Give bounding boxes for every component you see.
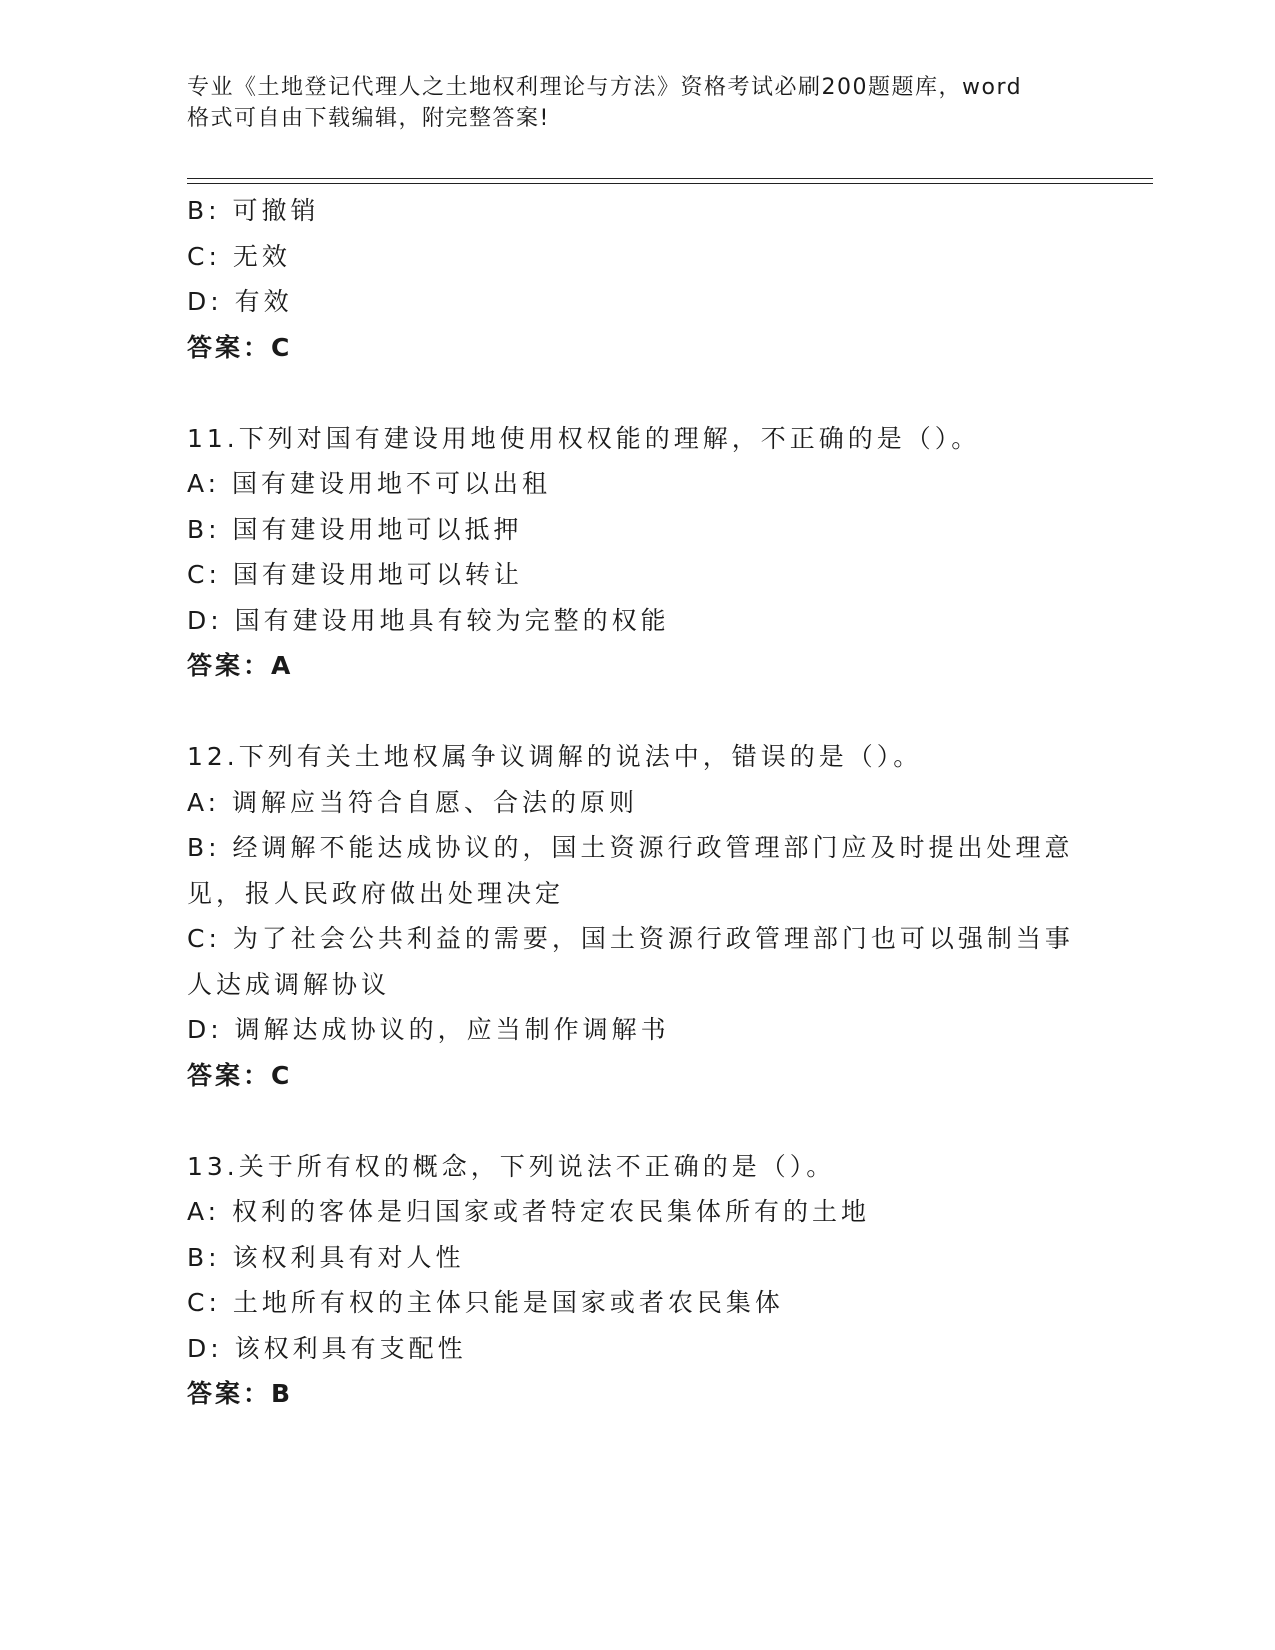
header-divider-top bbox=[187, 178, 1153, 179]
answer-line: 答案：A bbox=[187, 651, 294, 680]
option-c: C: 无效 bbox=[187, 241, 291, 271]
option-d: D: 有效 bbox=[187, 287, 293, 316]
spacer bbox=[187, 689, 1087, 735]
option-c: C: 国有建设用地可以转让 bbox=[187, 560, 523, 589]
question-stem: 13.关于所有权的概念，下列说法不正确的是（）。 bbox=[187, 1151, 836, 1181]
option-a: A: 权利的客体是归国家或者特定农民集体所有的土地 bbox=[187, 1197, 871, 1226]
option-a: A: 调解应当符合自愿、合法的原则 bbox=[187, 787, 639, 817]
option-c: C: 土地所有权的主体只能是国家或者农民集体 bbox=[187, 1288, 784, 1317]
option-c: C: 为了社会公共利益的需要，国土资源行政管理部门也可以强制当事 bbox=[187, 924, 1074, 953]
option-b: B: 该权利具有对人性 bbox=[187, 1242, 465, 1272]
answer-line: 答案：C bbox=[187, 1060, 293, 1090]
option-a: A: 国有建设用地不可以出租 bbox=[187, 469, 552, 498]
option-d: D: 该权利具有支配性 bbox=[187, 1333, 467, 1363]
option-b: B: 可撤销 bbox=[187, 196, 320, 225]
option-c-continued: 人达成调解协议 bbox=[187, 969, 391, 999]
question-block-previous bbox=[187, 188, 1087, 370]
option-b-continued: 见，报人民政府做出处理决定 bbox=[187, 878, 565, 908]
spacer bbox=[187, 370, 1087, 416]
spacer bbox=[187, 1098, 1087, 1144]
answer-line: 答案：C bbox=[187, 332, 293, 362]
option-b: B: 经调解不能达成协议的，国土资源行政管理部门应及时提出处理意 bbox=[187, 833, 1074, 862]
question-block-13 bbox=[187, 1144, 1087, 1417]
answer-line: 答案：B bbox=[187, 1379, 294, 1408]
question-stem: 12.下列有关土地权属争议调解的说法中，错误的是（）。 bbox=[187, 742, 923, 771]
document-header bbox=[187, 72, 1067, 134]
header-divider-bottom bbox=[187, 183, 1153, 184]
question-list bbox=[187, 188, 1087, 1417]
header-line-2: 格式可自由下载编辑，附完整答案! bbox=[187, 106, 550, 131]
question-block-12 bbox=[187, 734, 1087, 1098]
question-stem: 11.下列对国有建设用地使用权权能的理解，不正确的是（）。 bbox=[187, 423, 981, 453]
option-b: B: 国有建设用地可以抵押 bbox=[187, 514, 523, 544]
question-block-11 bbox=[187, 416, 1087, 689]
header-line-1: 专业《土地登记代理人之土地权利理论与方法》资格考试必刷200题题库，word bbox=[187, 75, 1023, 100]
option-d: D: 国有建设用地具有较为完整的权能 bbox=[187, 605, 670, 635]
option-d: D: 调解达成协议的，应当制作调解书 bbox=[187, 1015, 670, 1044]
